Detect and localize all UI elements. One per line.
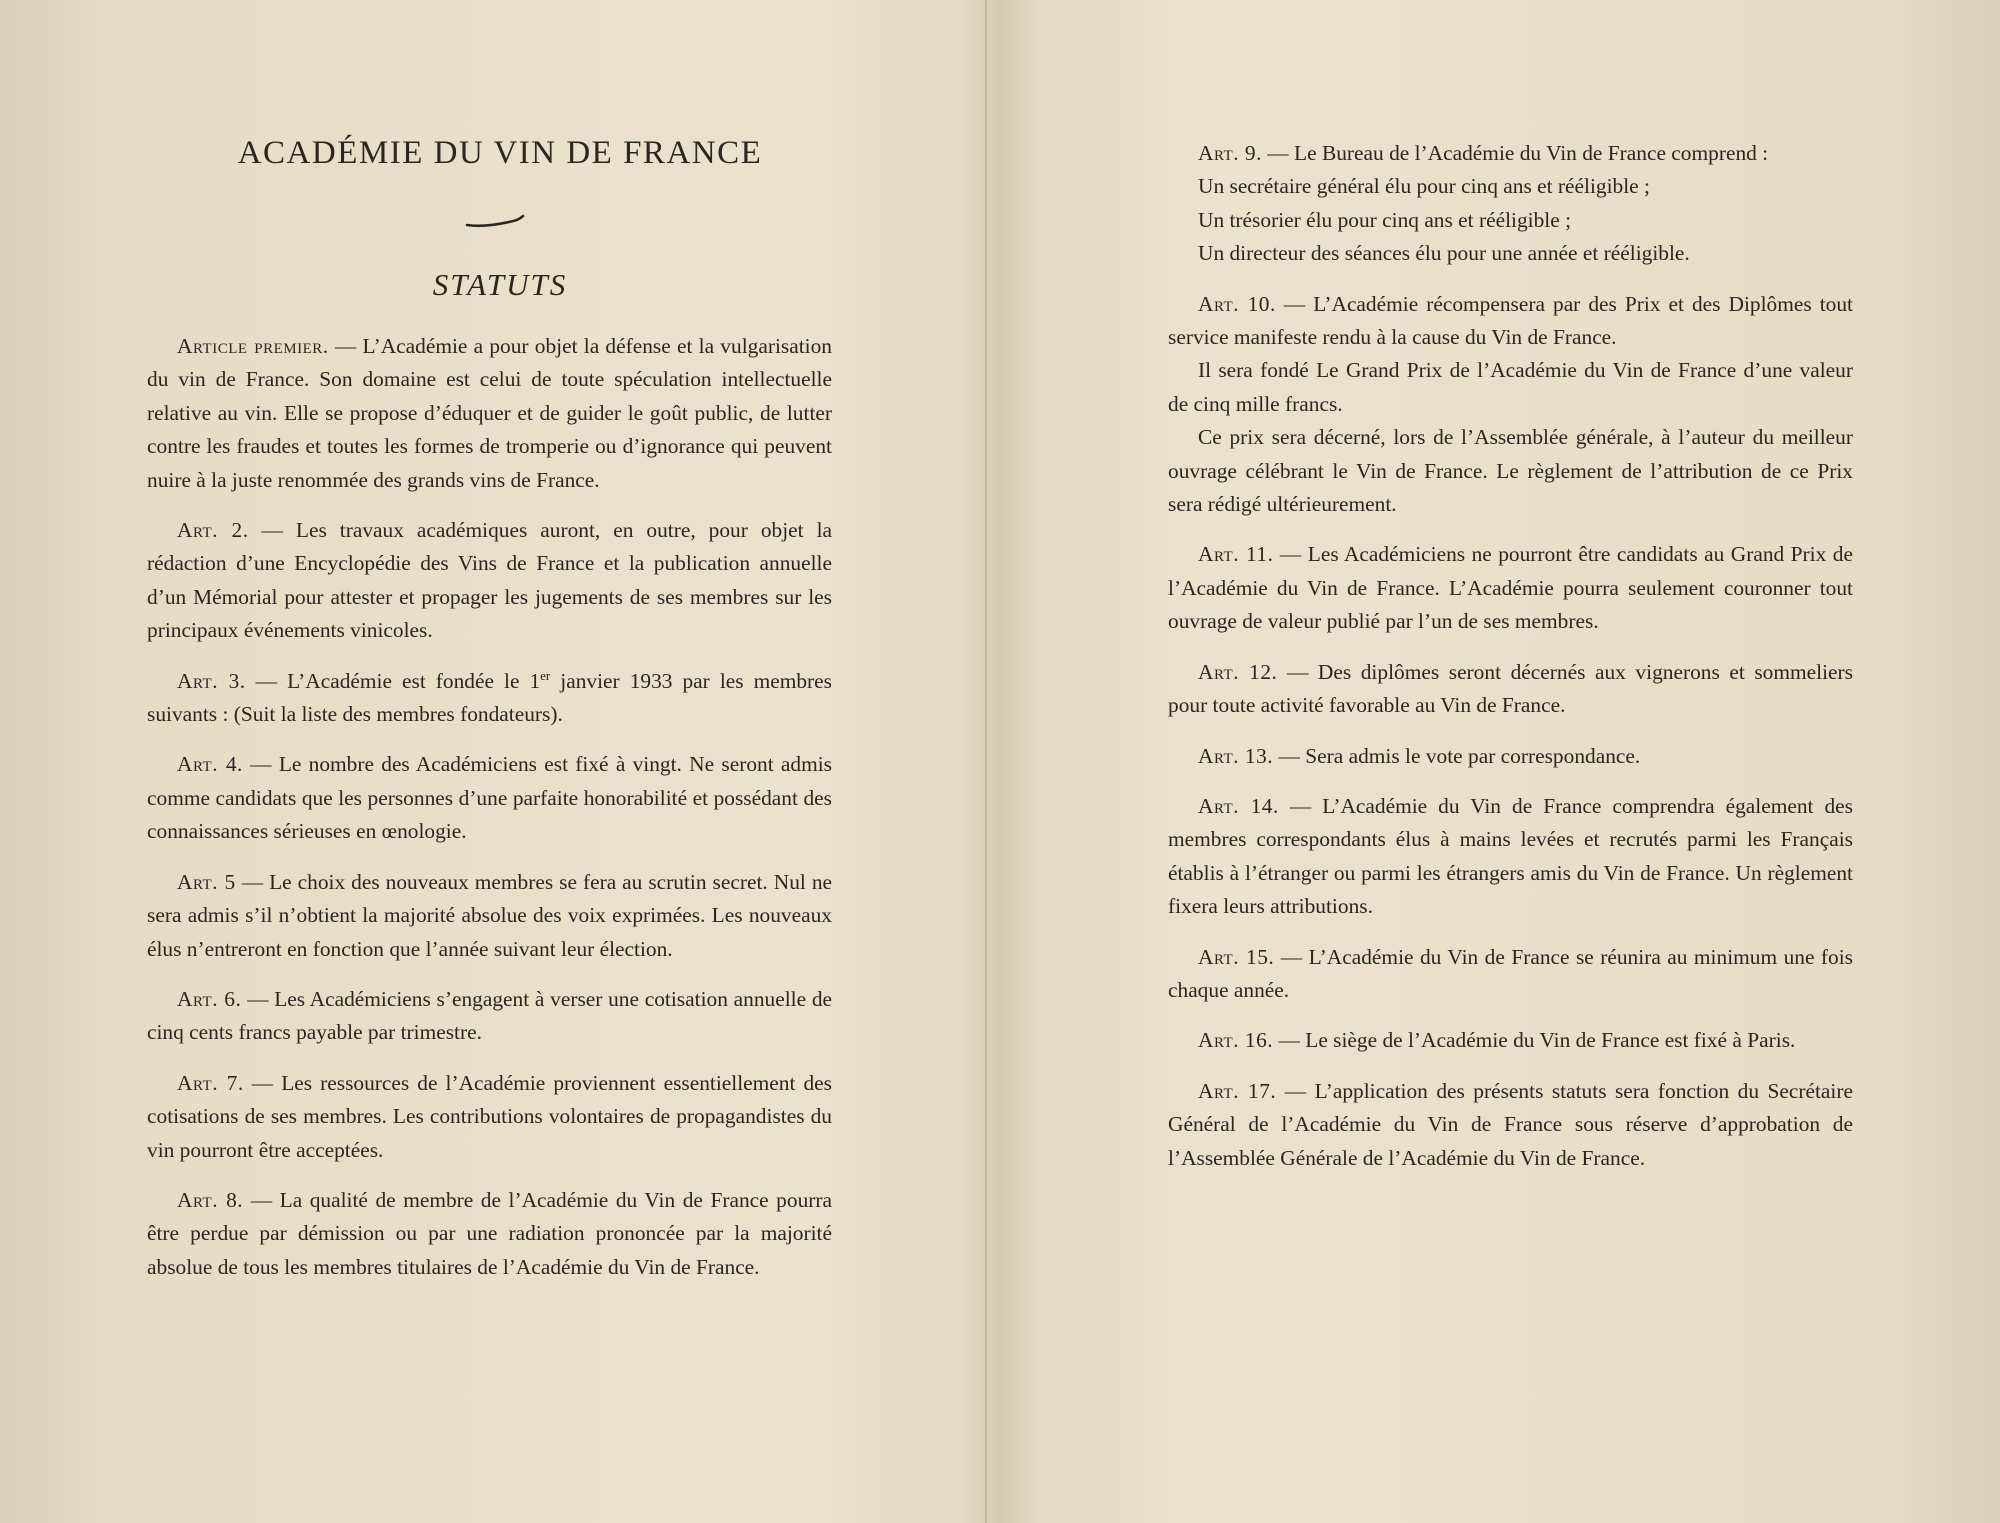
article-text: L’Académie du Vin de France comprendra également des membres correspondants élus à mains levées et recrutés parmi les Français établis à l’étranger ou parmi les étrangers amis du Vin de France. Un règlement fixera leurs attributions.	[1168, 793, 1853, 919]
article-6	[147, 983, 832, 1050]
article-7	[147, 1067, 832, 1167]
article-separator: —	[1274, 944, 1309, 969]
article-17	[1168, 1075, 1853, 1175]
right-page	[987, 0, 2000, 1523]
article-separator: —	[1261, 141, 1295, 165]
article-2	[147, 514, 832, 648]
left-articles	[147, 330, 832, 1301]
page-title: ACADÉMIE DU VIN DE FRANCE	[237, 135, 763, 171]
article-1	[147, 330, 832, 497]
article-separator: —	[243, 1187, 280, 1212]
article-3	[147, 665, 832, 732]
article-text: L’application des présents statuts sera fonction du Secrétaire Général de l’Académie du Vin de France sous réserve d’approbation de l’Assemblée Générale de l’Académie du Vin de France.	[1168, 1078, 1853, 1170]
page-subtitle: STATUTS	[432, 267, 568, 302]
article-16	[1168, 1024, 1853, 1057]
article-head: Art. 11.	[1198, 542, 1274, 567]
article-head: Art. 6.	[177, 986, 242, 1011]
article-head: Art. 7.	[177, 1070, 244, 1095]
article-head: Art. 13.	[1198, 743, 1274, 768]
article-text: L’Académie du Vin de France se réunira au minimum une fois chaque année.	[1168, 944, 1853, 1002]
left-page	[0, 0, 985, 1523]
article-head: Art. 8.	[177, 1187, 244, 1212]
article-separator: —	[1276, 1078, 1315, 1103]
article-separator: —	[242, 752, 279, 777]
flourish-ornament	[465, 212, 525, 232]
article-9-item: Un secrétaire général élu pour cinq ans et rééligible ;	[1198, 174, 1650, 199]
article-9-item: Un trésorier élu pour cinq ans et rééligible ;	[1198, 207, 1572, 232]
article-head: Art. 14.	[1198, 793, 1279, 818]
article-separator: —	[1277, 659, 1318, 684]
article-separator: —	[1273, 542, 1308, 567]
article-text: Le choix des nouveaux membres se fera au scrutin secret. Nul ne sera admis s’il n’obtient la majorité absolue des voix exprimées. Les nouveaux élus n’entreront en fonction que l’année suivant leur élection.	[147, 869, 833, 961]
article-head: Art. 10.	[1198, 291, 1276, 316]
article-14	[1168, 790, 1853, 924]
article-head: Art. 17.	[1198, 1078, 1277, 1103]
article-text: L’Académie récompensera par des Prix et des Diplômes tout service manifeste rendu à la cause du Vin de France.	[1168, 291, 1853, 350]
article-head: Art. 2.	[177, 518, 249, 543]
article-head: Art. 15.	[1198, 944, 1275, 969]
article-separator: —	[1273, 1028, 1306, 1053]
article-8	[147, 1184, 832, 1284]
article-head: Art. 4.	[177, 752, 243, 777]
article-10-paragraph: Ce prix sera décerné, lors de l’Assemblée générale, à l’auteur du meilleur ouvrage célébrant le Vin de France. Le règlement de l’attribution de ce Prix sera rédigé ultérieurement.	[1168, 425, 1853, 517]
article-head: Art. 3.	[177, 668, 246, 693]
article-5	[147, 866, 832, 966]
right-articles	[1168, 137, 1853, 1192]
article-9-item: Un directeur des séances élu pour une année et rééligible.	[1198, 241, 1690, 266]
article-10	[1168, 288, 1853, 355]
article-text: janvier 1933 par les membres suivants : (Suit la liste des membres fondateurs).	[147, 668, 833, 727]
article-separator: —	[243, 1070, 282, 1095]
ordinal-superscript: er	[540, 667, 551, 683]
article-head: Art. 12.	[1198, 659, 1278, 684]
article-text: Sera admis le vote par correspondance.	[1305, 743, 1641, 768]
article-text: Des diplômes seront décernés aux vignerons et sommeliers pour toute activité favorable au Vin de France.	[1168, 659, 1853, 718]
article-13	[1168, 740, 1853, 773]
article-text: Le siège de l’Académie du Vin de France est fixé à Paris.	[1305, 1028, 1796, 1053]
article-9	[1168, 137, 1853, 170]
article-head: Art. 9.	[1198, 141, 1262, 165]
article-text: Les Académiciens s’engagent à verser une cotisation annuelle de cinq cents francs payable par trimestre.	[147, 986, 833, 1045]
article-11	[1168, 538, 1853, 638]
article-4	[147, 748, 832, 848]
article-text: L’Académie a pour objet la défense et la vulgarisation du vin de France. Son domaine est celui de toute spéculation intellectuelle relative au vin. Elle se propose d’éduquer et de guider le goût public, de lutter contre les fraudes et toutes les formes de tromperie ou d’ignorance qui peuvent nuire à la juste renommée des grands vins de France.	[147, 334, 832, 492]
article-text: Les Académiciens ne pourront être candidats au Grand Prix de l’Académie du Vin de France. L’Académie pourra seulement couronner tout ouvrage de valeur publié par l’un de ses membres.	[1168, 542, 1853, 634]
article-12	[1168, 656, 1853, 723]
article-text: La qualité de membre de l’Académie du Vin de France pourra être perdue par démission ou par une radiation prononcée par la majorité absolue de tous les membres titulaires de l’Académie du Vin de France.	[147, 1187, 833, 1279]
article-separator: —	[1273, 743, 1306, 768]
article-separator: —	[1275, 291, 1314, 316]
article-text: L’Académie est fondée le 1	[287, 668, 541, 693]
article-text: Le nombre des Académiciens est fixé à vingt. Ne seront admis comme candidats que les personnes d’une parfaite honorabilité et possédant des connaissances sérieuses en œnologie.	[147, 752, 833, 844]
article-text: Les ressources de l’Académie proviennent essentiellement des cotisations de ses membres. Les contributions volontaires de propagandistes du vin pourront être acceptées.	[147, 1070, 833, 1162]
article-head: Article premier.	[177, 334, 329, 358]
article-separator: —	[328, 334, 363, 358]
article-15	[1168, 941, 1853, 1008]
article-head: Art. 16.	[1198, 1028, 1274, 1053]
article-separator: —	[235, 869, 270, 894]
article-separator: —	[248, 518, 296, 543]
article-text: Les travaux académiques auront, en outre, pour objet la rédaction d’une Encyclopédie des Vins de France et la publication annuelle d’un Mémorial pour attester et propager les jugements de ses membres sur les principaux événements vinicoles.	[147, 518, 833, 643]
article-separator: —	[245, 668, 288, 693]
article-separator: —	[1278, 793, 1323, 818]
article-text: Le Bureau de l’Académie du Vin de France comprend :	[1294, 141, 1769, 165]
article-10-paragraph: Il sera fondé Le Grand Prix de l’Académie du Vin de France d’une valeur de cinq mille francs.	[1168, 358, 1853, 416]
article-separator: —	[241, 986, 275, 1011]
article-head: Art. 5	[177, 869, 236, 894]
